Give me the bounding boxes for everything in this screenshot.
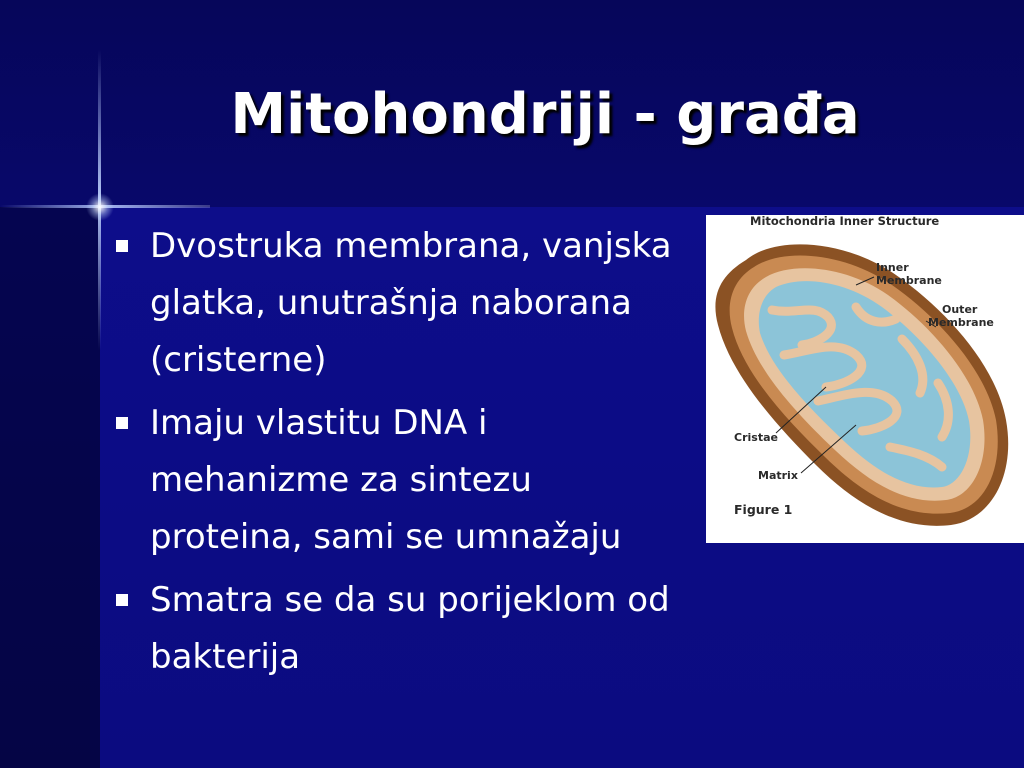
square-bullet-icon <box>116 594 128 606</box>
bullet-list <box>112 218 692 692</box>
mitochondria-diagram <box>706 215 1024 543</box>
left-band <box>0 207 100 768</box>
label-outer-1: Outer <box>942 303 978 316</box>
square-bullet-icon <box>116 240 128 252</box>
bullet-item <box>112 572 692 686</box>
square-bullet-icon <box>116 417 128 429</box>
label-cristae: Cristae <box>734 431 778 444</box>
bullet-item <box>112 218 692 389</box>
slide-title: Mitohondriji - građa <box>230 82 860 147</box>
mitochondria-figure <box>706 215 1024 543</box>
sparkle-icon <box>86 193 114 221</box>
bullet-text: Smatra se da su porijeklom od bakterija <box>150 580 670 677</box>
label-outer-2: Membrane <box>928 316 994 329</box>
bullet-text: Imaju vlastitu DNA i mehanizme za sintezu proteina, sami se umnažaju <box>150 403 622 557</box>
bullet-text: Dvostruka membrana, vanjska glatka, unutrašnja naborana (cristerne) <box>150 226 672 380</box>
figure-heading: Mitochondria Inner Structure <box>750 215 940 228</box>
label-inner-2: Membrane <box>876 274 942 287</box>
figure-caption: Figure 1 <box>734 502 793 517</box>
label-matrix: Matrix <box>758 469 798 482</box>
bullet-item <box>112 395 692 566</box>
mitochondrion-illustration <box>715 244 1008 525</box>
label-inner-1: Inner <box>876 261 909 274</box>
